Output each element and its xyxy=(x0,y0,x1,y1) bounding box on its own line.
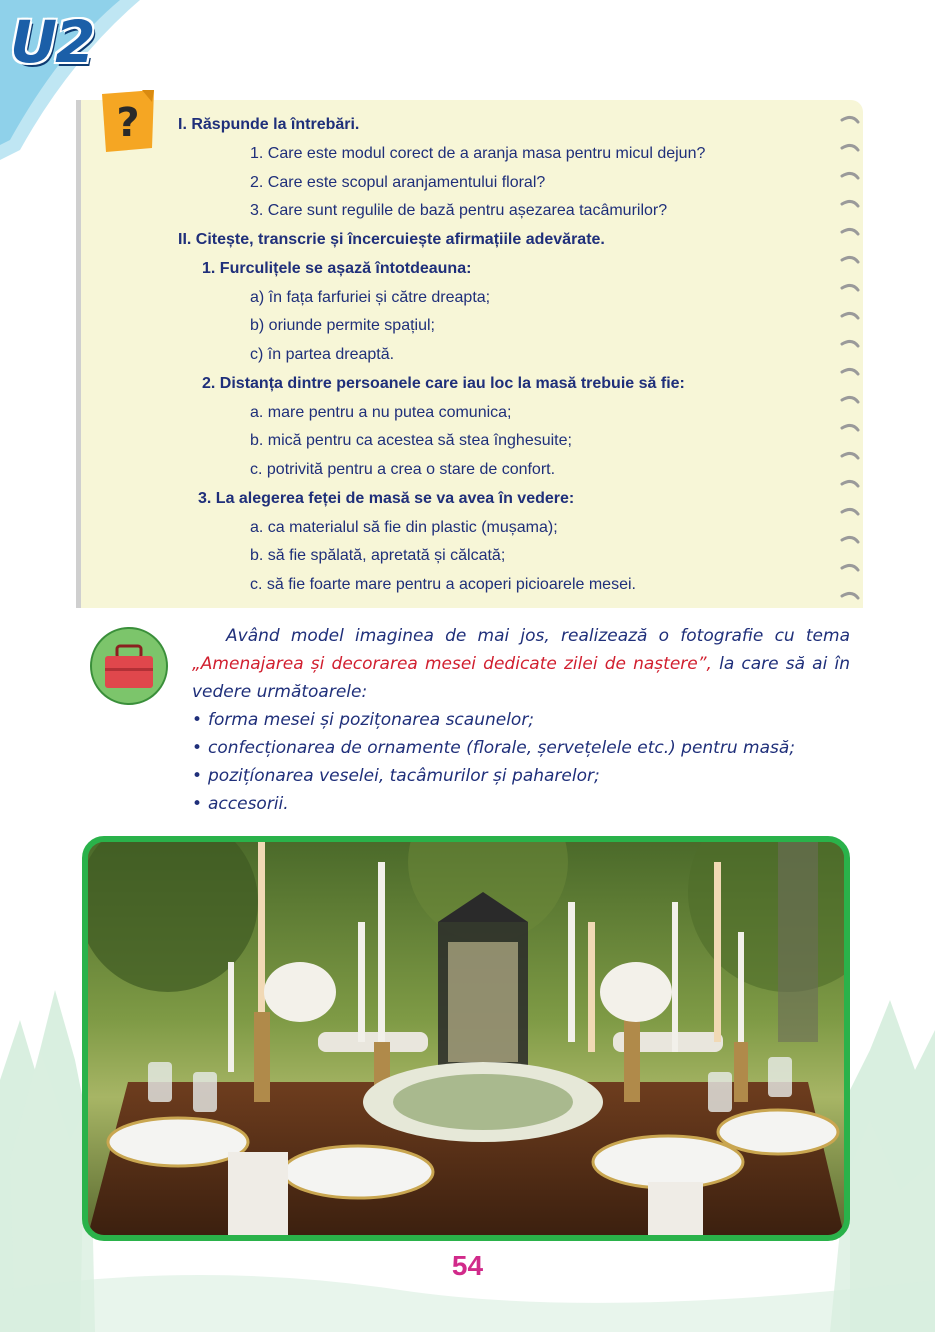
spiral-binding-decoration xyxy=(836,108,862,608)
assignment-topic: „Amenajarea și decorarea mesei dedicate zilei de naștere”, xyxy=(192,654,712,674)
quiz-question-3: 3. La alegerea feței de masă se va avea în vedere: xyxy=(198,490,575,507)
section-1-title: I. Răspunde la întrebări. xyxy=(178,116,360,133)
table-setting-photo xyxy=(82,836,850,1241)
question-item: 1. Care este modul corect de a aranja masa pentru micul dejun? xyxy=(250,145,706,162)
quiz-option: a. mare pentru a nu putea comunica; xyxy=(250,404,512,421)
page-number: 54 xyxy=(451,1250,484,1281)
assignment-bullet-list xyxy=(192,706,850,818)
svg-text:?: ? xyxy=(116,100,140,146)
quiz-question-1: 1. Furculițele se așază întotdeauna: xyxy=(202,260,472,277)
assignment-block xyxy=(192,622,850,818)
list-item: • accesorii. xyxy=(192,790,850,818)
section-2-title: II. Citește, transcrie și încercuiește afirmațiile adevărate. xyxy=(178,231,605,248)
panel-edge xyxy=(76,100,81,608)
list-item: • forma mesei și pozițonarea scaunelor; xyxy=(192,706,850,734)
bullet: • xyxy=(192,794,203,814)
quiz-option: b. să fie spălată, apretată și călcată; xyxy=(250,547,506,564)
table-setting-illustration xyxy=(88,842,844,1235)
quiz-question-2: 2. Distanța dintre persoanele care iau loc la masă trebuie să fie: xyxy=(202,375,685,392)
briefcase-icon xyxy=(89,626,169,706)
assignment-intro-end: la care să ai în vedere următoarele: xyxy=(192,654,850,702)
quiz-option: a. ca materialul să fie din plastic (mușama); xyxy=(250,519,558,536)
unit-label: U2 xyxy=(10,8,94,76)
quiz-option: b. mică pentru ca acestea să stea înghesuite; xyxy=(250,432,572,449)
quiz-option: c. să fie foarte mare pentru a acoperi picioarele mesei. xyxy=(250,576,636,593)
quiz-option: c. potrivită pentru a crea o stare de confort. xyxy=(250,461,556,478)
quiz-option: a) în fața farfuriei și către dreapta; xyxy=(250,289,491,306)
question-mark-icon xyxy=(98,88,158,154)
list-item: • confecționarea de ornamente (florale, șervețelele etc.) pentru masă; xyxy=(192,734,850,762)
bullet: • xyxy=(192,738,203,758)
bullet: • xyxy=(192,710,203,730)
quiz-option: c) în partea dreaptă. xyxy=(250,346,395,363)
bullet: • xyxy=(192,766,203,786)
assignment-instruction xyxy=(192,622,850,706)
assignment-intro: Având model imaginea de mai jos, realizează o fotografie cu tema xyxy=(226,626,850,646)
question-item: 2. Care este scopul aranjamentului floral? xyxy=(250,174,546,191)
question-item: 3. Care sunt regulile de bază pentru așezarea tacâmurilor? xyxy=(250,202,668,219)
quiz-option: b) oriunde permite spațiul; xyxy=(250,317,435,334)
list-item: • pozițíonarea veselei, tacâmurilor și paharelor; xyxy=(192,762,850,790)
